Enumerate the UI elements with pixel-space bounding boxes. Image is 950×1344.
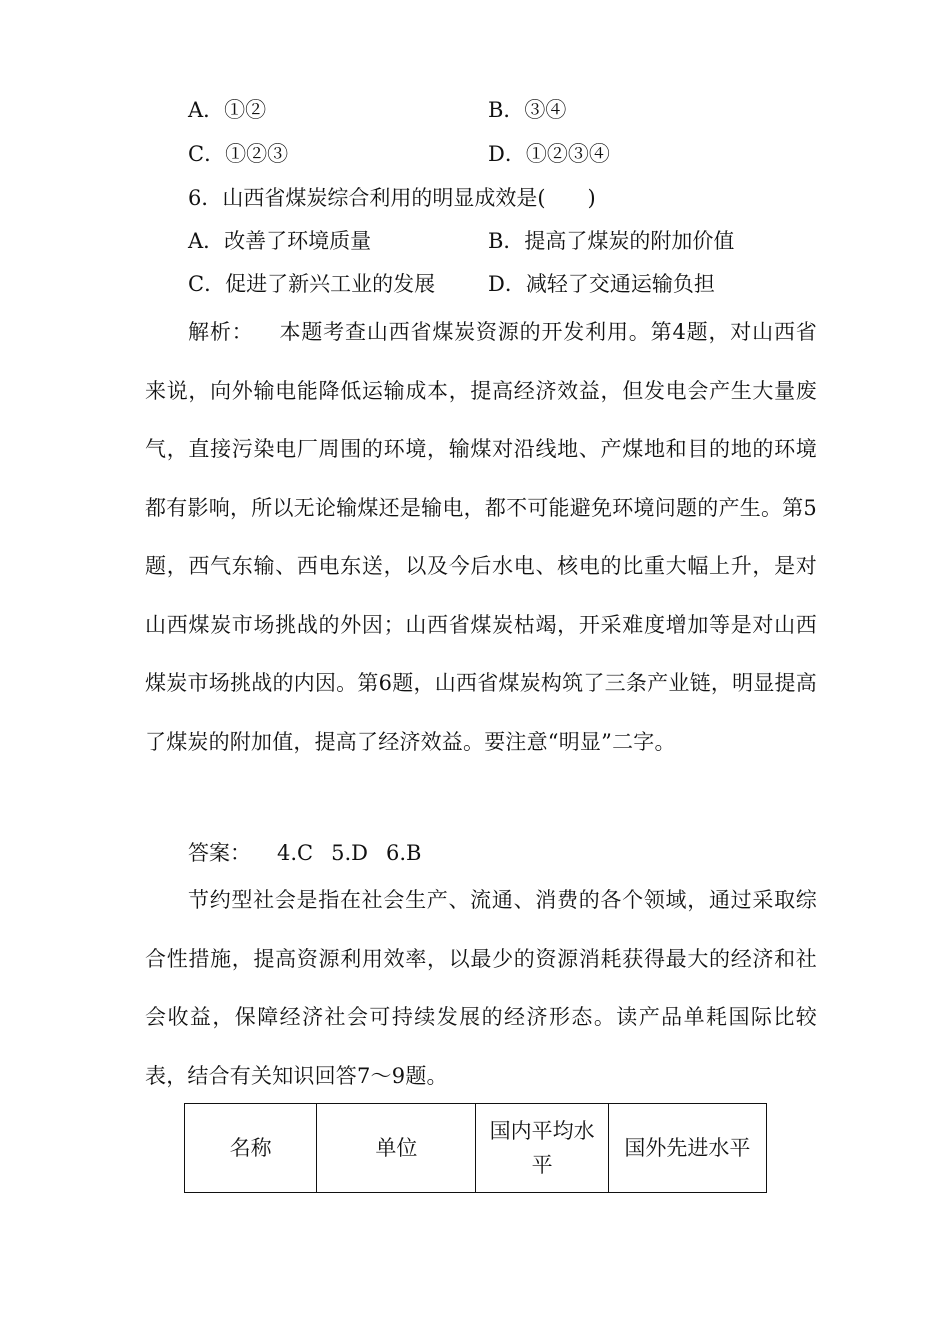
answer-q6: 6.B: [385, 841, 422, 865]
answer-label: 答案：: [188, 841, 251, 865]
option-d: D．①②③④: [488, 142, 610, 166]
q6-option-c: C．促进了新兴工业的发展: [188, 272, 436, 296]
q6-option-b: B．提高了煤炭的附加价值: [488, 229, 735, 253]
option-c: C．①②③: [188, 142, 289, 166]
answer-q4: 4.C: [277, 841, 314, 865]
analysis-text: 本题考查山西省煤炭资源的开发利用。第4题，对山西省来说，向外输电能降低运输成本，提高经济效益，但发电会产生大量废气，直接污染电厂周围的环境，输煤对沿线地、产煤地和目的地的环境都有影响，所以无论输煤还是输电，都不可能避免环境问题的产生。第5题，西气东输、西电东送，以及今后水电、核电的比重大幅上升，是对山西煤炭市场挑战的外因；山西省煤炭枯竭，开采难度增加等是对山西煤炭市场挑战的内因。第6题，山西省煤炭构筑了三条产业链，明显提高了煤炭的附加值，提高了经济效益。要注意“明显”二字。: [145, 320, 817, 754]
intro-paragraph: [145, 871, 817, 1105]
answer-q5: 5.D: [331, 841, 368, 865]
header-domestic-average: 国内平均水平: [476, 1104, 608, 1193]
q5-options-row-2: [188, 136, 828, 172]
q6-option-d: D．减轻了交通运输负担: [488, 272, 715, 296]
header-foreign-advanced: 国外先进水平: [608, 1104, 766, 1193]
intro-text: 节约型社会是指在社会生产、流通、消费的各个领域，通过采取综合性措施，提高资源利用效率，以最少的资源消耗获得最大的经济和社会收益，保障经济社会可持续发展的经济形态。读产品单耗国际比较表，结合有关知识回答7～9题。: [145, 888, 817, 1088]
comparison-table: [184, 1103, 767, 1193]
question-6-stem: 6．山西省煤炭综合利用的明显成效是( ): [188, 186, 596, 210]
answer-line: [188, 835, 439, 871]
header-unit: 单位: [317, 1104, 476, 1193]
table-header-row: [185, 1104, 767, 1193]
q6-option-a: A．改善了环境质量: [188, 229, 372, 253]
q6-options-row-1: [188, 223, 828, 259]
q6-options-row-2: [188, 266, 828, 302]
analysis-label: 解析：: [188, 320, 254, 344]
option-b: B．③④: [488, 98, 567, 122]
header-name: 名称: [185, 1104, 317, 1193]
analysis-paragraph: [145, 303, 817, 771]
q5-options-row-1: [188, 92, 828, 128]
option-a: A．①②: [188, 98, 267, 122]
